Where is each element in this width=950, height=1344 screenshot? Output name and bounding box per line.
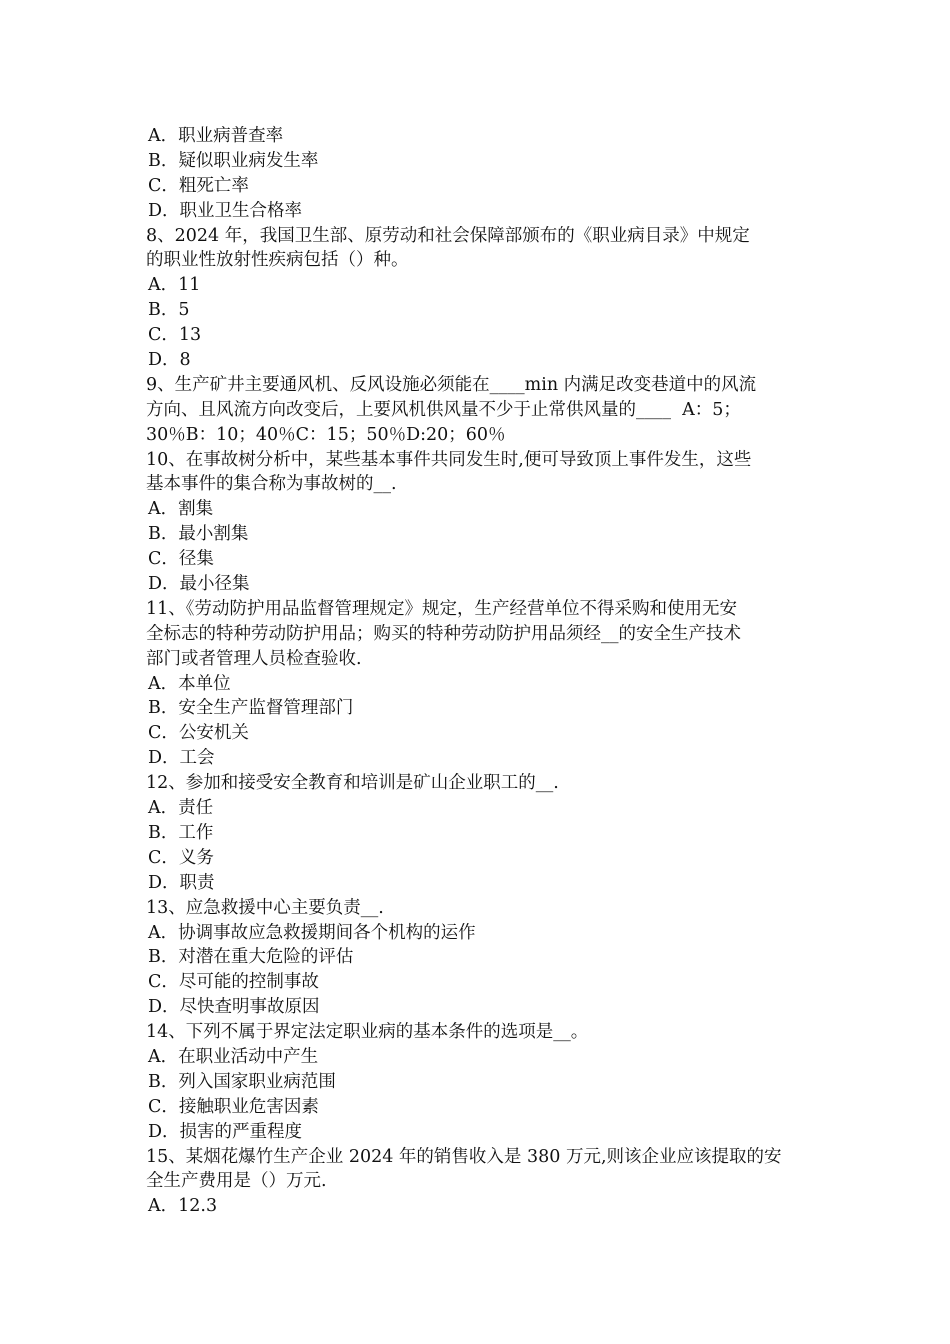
option-line: D．职业卫生合格率 bbox=[148, 200, 303, 221]
question-12-line: 12、参加和接受安全教育和培训是矿山企业职工的__. bbox=[146, 773, 559, 794]
question-10-line: 10、在事故树分析中，某些基本事件共同发生时,便可导致顶上事件发生，这些 bbox=[146, 449, 752, 470]
option-line: A．在职业活动中产生 bbox=[148, 1046, 319, 1067]
option-line: A．本单位 bbox=[148, 673, 231, 694]
option-line: A．11 bbox=[148, 275, 201, 296]
option-line: C．13 bbox=[148, 325, 202, 346]
option-line: D．职责 bbox=[148, 872, 215, 893]
question-11-line: 11、《劳动防护用品监督管理规定》规定，生产经营单位不得采购和使用无安 bbox=[146, 598, 738, 619]
question-11-line: 部门或者管理人员检查验收. bbox=[146, 648, 362, 669]
option-line: A．12.3 bbox=[148, 1196, 218, 1217]
option-line: B．工作 bbox=[148, 822, 214, 843]
question-9-line: 方向、且风流方向改变后，上要风机供风量不少于止常供风量的____ A：5； bbox=[146, 399, 741, 420]
question-8-line: 的职业性放射性疾病包括（）种。 bbox=[146, 250, 409, 271]
question-11-line: 全标志的特种劳动防护用品；购买的特种劳动防护用品须经__的安全生产技术 bbox=[146, 623, 741, 644]
option-line: C．义务 bbox=[148, 847, 214, 868]
option-line: A．责任 bbox=[148, 798, 214, 819]
question-15-line: 全生产费用是（）万元. bbox=[146, 1171, 327, 1192]
question-15-line: 15、某烟花爆竹生产企业 2024 年的销售收入是 380 万元,则该企业应该提取的安 bbox=[146, 1146, 782, 1167]
option-line: C．粗死亡率 bbox=[148, 175, 249, 196]
question-9-line: 9、生产矿井主要通风机、反风设施必须能在____min 内满足改变巷道中的风流 bbox=[146, 374, 757, 395]
question-13-line: 13、应急救援中心主要负责__. bbox=[146, 897, 384, 918]
option-line: B．疑似职业病发生率 bbox=[148, 150, 319, 171]
question-8-line: 8、2024 年，我国卫生部、原劳动和社会保障部颁布的《职业病目录》中规定 bbox=[146, 225, 750, 246]
question-14-line: 14、下列不属于界定法定职业病的基本条件的选项是__。 bbox=[146, 1022, 589, 1043]
option-line: D．尽快查明事故原因 bbox=[148, 997, 320, 1018]
option-line: C．接触职业危害因素 bbox=[148, 1096, 319, 1117]
option-line: D．8 bbox=[148, 350, 191, 371]
option-line: C．尽可能的控制事故 bbox=[148, 972, 319, 993]
document-body bbox=[146, 124, 812, 1219]
option-line: D．最小径集 bbox=[148, 574, 250, 595]
option-line: B．对潜在重大危险的评估 bbox=[148, 947, 354, 968]
option-line: B．列入国家职业病范围 bbox=[148, 1071, 336, 1092]
option-line: A．协调事故应急救援期间各个机构的运作 bbox=[148, 922, 476, 943]
option-line: A．割集 bbox=[148, 499, 214, 520]
option-line: A．职业病普查率 bbox=[148, 126, 284, 146]
option-line: C．径集 bbox=[148, 549, 214, 570]
option-line: B．最小割集 bbox=[148, 524, 249, 545]
option-line: B．5 bbox=[148, 300, 190, 321]
option-line: C．公安机关 bbox=[148, 723, 249, 744]
question-9-line: 30％B：10；40％C：15；50％D:20；60％ bbox=[146, 424, 506, 445]
option-line: B．安全生产监督管理部门 bbox=[148, 698, 354, 719]
option-line: D．损害的严重程度 bbox=[148, 1121, 303, 1142]
option-line: D．工会 bbox=[148, 748, 215, 769]
question-10-line: 基本事件的集合称为事故树的__. bbox=[146, 474, 397, 495]
